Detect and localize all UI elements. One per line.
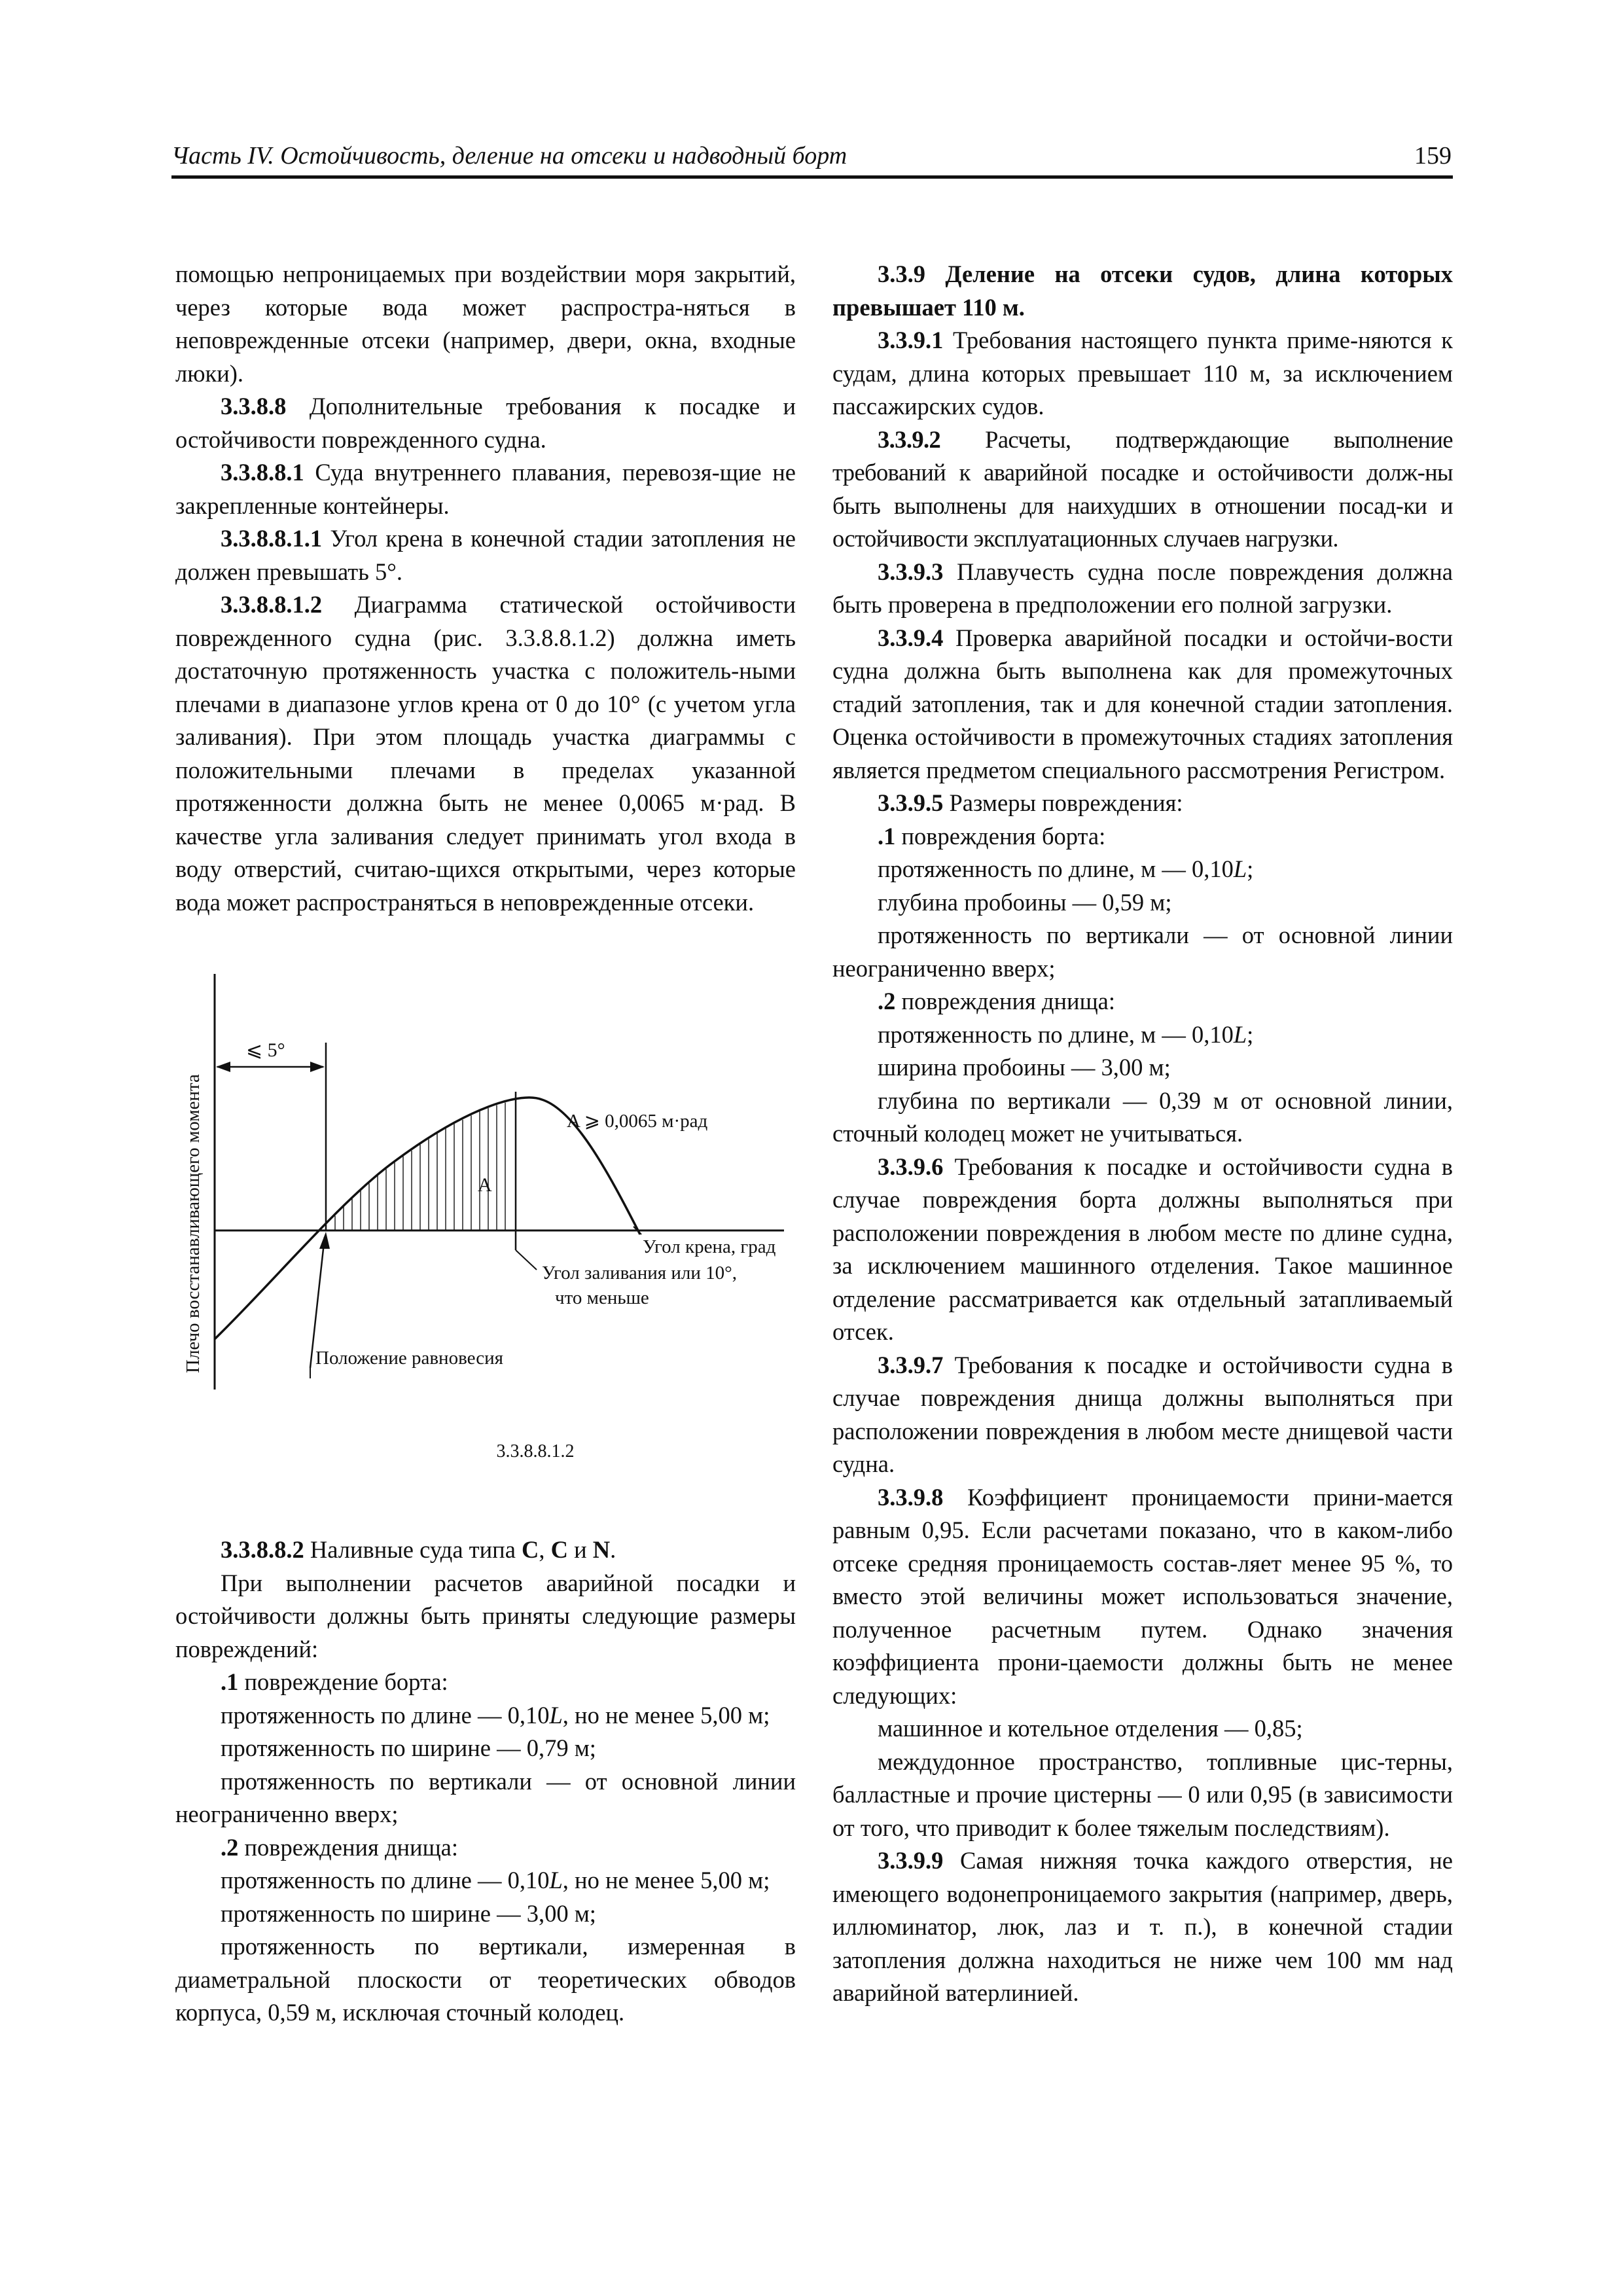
list-item-2: .2 повреждения днища: [221, 1833, 459, 1861]
arrowhead-left [216, 1062, 230, 1072]
paragraph: протяженность по вертикали — от основной линии неограниченно вверх; [175, 1767, 796, 1827]
paragraph: протяженность по ширине — 3,00 м; [221, 1899, 596, 1927]
stability-diagram [175, 967, 796, 1439]
flooding-angle-label-line2: что меньше [555, 1287, 649, 1308]
paragraph-3-3-9-3: 3.3.9.3 Плавучесть судна после повреждения должна быть проверена в предположении его полной загрузки. [832, 558, 1453, 618]
paragraph-3-3-8-8-1-1: 3.3.8.8.1.1 Угол крена в конечной стадии затопления не должен превышать 5°. [175, 525, 796, 585]
flooding-leader [516, 1250, 537, 1270]
left-column-bottom [175, 1534, 796, 2030]
paragraph-3-3-8-8: 3.3.8.8 Дополнительные требования к посадке и остойчивости поврежденного судна. [175, 393, 796, 453]
list-item-1: .1 повреждения борта: [878, 822, 1106, 850]
stability-diagram-figure [175, 967, 796, 1491]
paragraph-3-3-8-8-1-2: 3.3.8.8.1.2 Диаграмма статической остойчивости поврежденного судна (рис. 3.3.8.8.1.2) должна иметь достаточную протяженность участка с положитель-ными плечами в диапазоне углов крена от 0 до 10° (с учетом угла заливания). При этом площадь участка диаграммы с положительными плечами в пределах указанной протяженности должна быть не менее 0,0065 м·рад. В качестве угла заливания следует принимать угол входа в воду отверстий, считаю-щихся открытыми, через которые вода может распространяться в неповрежденные отсеки. [175, 591, 796, 916]
page-number: 159 [1414, 142, 1452, 170]
paragraph: машинное и котельное отделения — 0,85; [878, 1715, 1303, 1742]
area-requirement-label: A ⩾ 0,0065 м·рад [567, 1111, 708, 1132]
y-axis-label: Плечо восстанавливающего момента [183, 1074, 204, 1373]
paragraph: протяженность по длине, м — 0,10L; [878, 1020, 1254, 1048]
paragraph-3-3-8-8-1: 3.3.8.8.1 Суда внутреннего плавания, перевозя-щие не закрепленные контейнеры. [175, 459, 796, 519]
angle-limit-label: ⩽ 5° [246, 1039, 285, 1061]
paragraph: протяженность по ширине — 0,79 м; [221, 1734, 596, 1761]
paragraph-3-3-9-8: 3.3.9.8 Коэффициент проницаемости прини-мается равным 0,95. Если расчетами показано, что в каком-либо отсеке средняя проницаемость состав-ляет менее 95 %, то вместо этой величины может использоваться значение, полученное расчетным путем. Однако значения коэффициента прони-цаемости должны быть не менее следующих: [832, 1483, 1453, 1709]
paragraph: При выполнении расчетов аварийной посадки и остойчивости должны быть приняты следующие размеры повреждений: [175, 1569, 796, 1662]
running-header-title: Часть IV. Остойчивость, деление на отсеки и надводный борт [171, 142, 847, 170]
paragraph: протяженность по длине — 0,10L, но не менее 5,00 м; [221, 1867, 770, 1893]
paragraph-3-3-9-7: 3.3.9.7 Требования к посадке и остойчивости судна в случае повреждения днища должны выполняться при расположении повреждения в любом месте днищевой части судна. [832, 1351, 1453, 1477]
paragraph: протяженность по длине — 0,10L, но не менее 5,00 м; [221, 1701, 770, 1729]
paragraph: ширина пробоины — 3,00 м; [878, 1054, 1171, 1081]
positive-area-hatching [335, 1103, 505, 1230]
list-item-2: .2 повреждения днища: [878, 988, 1116, 1014]
section-heading-3-3-9: 3.3.9 Деление на отсеки судов, длина которых превышает 110 м. [832, 260, 1453, 321]
paragraph-3-3-9-6: 3.3.9.6 Требования к посадке и остойчивости судна в случае повреждения борта должны выполняться при расположении повреждения в любом месте по длине судна, за исключением машинного отделения. Такое машинное отделение рассматривается как отдельный затапливаемый отсек. [832, 1153, 1453, 1345]
equilibrium-arrowhead [319, 1232, 330, 1249]
paragraph: глубина пробоины — 0,59 м; [878, 888, 1172, 916]
paragraph: междудонное пространство, топливные цис-терны, балластные и прочие цистерны — 0 или 0,95 (в зависимости от того, что приводит к более тяжелым последствиям). [832, 1748, 1453, 1841]
paragraph: протяженность по вертикали, измеренная в диаметральной плоскости от теоретических обводов корпуса, 0,59 м, исключая сточный колодец. [175, 1933, 796, 2026]
area-letter: A [478, 1174, 492, 1196]
header-rule [171, 175, 1453, 179]
flooding-angle-label-line1: Угол заливания или 10°, [542, 1263, 737, 1283]
paragraph: помощью непроницаемых при воздействии моря закрытий, через которые вода может распростра-няться в неповрежденные отсеки (например, двери, окна, входные люки). [175, 260, 796, 387]
paragraph-3-3-9-4: 3.3.9.4 Проверка аварийной посадки и остойчи-вости судна должна быть выполнена как для промежуточных стадий затопления, так и для конечной стадии затопления. Оценка остойчивости в промежуточных стадиях затопления является предметом специального рассмотрения Регистром. [832, 624, 1453, 783]
paragraph-3-3-8-8-2: 3.3.8.8.2 Наливные суда типа C, C и N. [221, 1536, 616, 1563]
paragraph-3-3-9-5: 3.3.9.5 Размеры повреждения: [878, 789, 1183, 816]
arrowhead-right [310, 1062, 325, 1072]
paragraph: глубина по вертикали — 0,39 м от основной линии, сточный колодец может не учитываться. [832, 1086, 1453, 1147]
paragraph: протяженность по длине, м — 0,10L; [878, 855, 1254, 882]
paragraph: протяженность по вертикали — от основной линии неограниченно вверх; [832, 922, 1453, 982]
paragraph-3-3-9-1: 3.3.9.1 Требования настоящего пункта приме-няются к судам, длина которых превышает 110 м, за исключением пассажирских судов. [832, 327, 1453, 420]
equilibrium-label: Положение равновесия [315, 1348, 503, 1369]
x-axis-label: Угол крена, град [643, 1236, 776, 1257]
list-item-1: .1 повреждение борта: [221, 1668, 448, 1695]
paragraph-3-3-9-9: 3.3.9.9 Самая нижняя точка каждого отверстия, не имеющего водонепроницаемого закрытия (например, дверь, иллюминатор, люк, лаз и т. п.), в конечной стадии затопления должна находиться не ниже чем 100 мм над аварийной ватерлинией. [832, 1847, 1453, 2006]
figure-caption: 3.3.8.8.1.2 [496, 1441, 575, 1462]
paragraph-3-3-9-2: 3.3.9.2 Расчеты, подтверждающие выполнение требований к аварийной посадке и остойчивости долж-ны быть выполнены для наихудших в отношении посад-ки и остойчивости эксплуатационных случаев нагрузки. [832, 425, 1453, 552]
right-column [832, 258, 1453, 2010]
left-column-top [175, 258, 796, 919]
